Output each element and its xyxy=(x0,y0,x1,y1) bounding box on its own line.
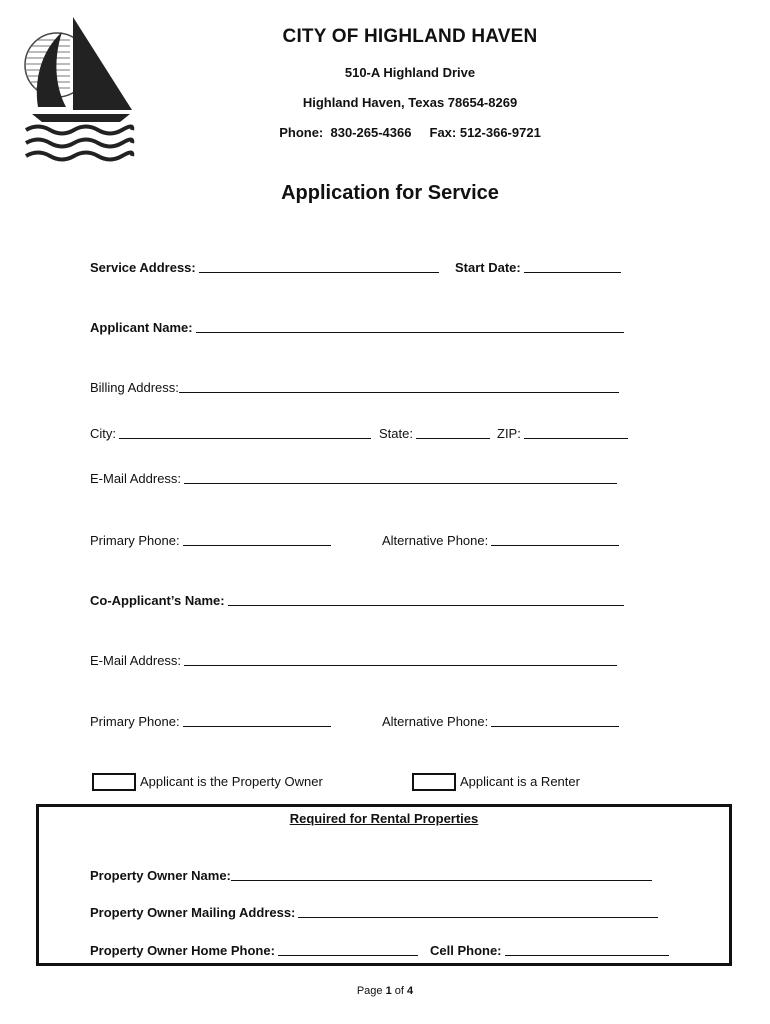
state-line[interactable] xyxy=(416,437,490,439)
city-line[interactable] xyxy=(119,437,371,439)
billing-address-field[interactable] xyxy=(90,380,619,395)
cell-phone-label: Cell Phone: xyxy=(430,943,502,958)
email-label: E-Mail Address: xyxy=(90,471,182,486)
state-field[interactable] xyxy=(379,426,490,441)
page-total: 4 xyxy=(407,985,414,997)
city-name: CITY OF HIGHLAND HAVEN xyxy=(282,26,538,47)
service-address-field[interactable] xyxy=(90,260,439,275)
alternative-phone-field[interactable] xyxy=(382,533,619,548)
page-word: Page xyxy=(356,985,383,997)
property-owner-mailing-field[interactable] xyxy=(90,905,658,920)
zip-label: ZIP: xyxy=(497,426,521,441)
property-owner-checkbox-label: Applicant is the Property Owner xyxy=(140,774,323,789)
cell-phone-field[interactable] xyxy=(430,943,669,958)
property-owner-home-phone-line[interactable] xyxy=(278,954,418,956)
start-date-label: Start Date: xyxy=(455,260,521,275)
service-address-line[interactable] xyxy=(199,271,439,273)
property-owner-name-line[interactable] xyxy=(231,879,652,881)
rental-section-heading: Required for Rental Properties xyxy=(289,811,479,826)
co-alternative-phone-label: Alternative Phone: xyxy=(382,714,489,729)
property-owner-name-field[interactable] xyxy=(90,868,652,883)
co-email-line[interactable] xyxy=(184,664,617,666)
zip-line[interactable] xyxy=(524,437,628,439)
renter-checkbox[interactable] xyxy=(412,773,456,791)
co-applicant-name-line[interactable] xyxy=(228,604,624,606)
property-owner-checkbox[interactable] xyxy=(92,773,136,791)
co-applicant-name-label: Co-Applicant’s Name: xyxy=(90,593,225,608)
renter-checkbox-label: Applicant is a Renter xyxy=(460,774,580,789)
co-primary-phone-line[interactable] xyxy=(183,725,331,727)
property-owner-home-phone-field[interactable] xyxy=(90,943,418,958)
billing-address-line[interactable] xyxy=(179,391,619,393)
primary-phone-label: Primary Phone: xyxy=(90,533,180,548)
email-field[interactable] xyxy=(90,471,617,486)
city-label: City: xyxy=(90,426,116,441)
alternative-phone-line[interactable] xyxy=(491,544,619,546)
co-alternative-phone-line[interactable] xyxy=(491,725,619,727)
street-address: 510-A Highland Drive xyxy=(344,65,476,80)
start-date-line[interactable] xyxy=(524,271,621,273)
state-label: State: xyxy=(379,426,413,441)
property-owner-name-label: Property Owner Name: xyxy=(90,868,231,883)
co-primary-phone-label: Primary Phone: xyxy=(90,714,180,729)
property-owner-mailing-line[interactable] xyxy=(298,916,658,918)
city-state-zip: Highland Haven, Texas 78654-8269 xyxy=(302,95,518,110)
city-logo-sailboat xyxy=(20,12,138,167)
email-line[interactable] xyxy=(184,482,617,484)
applicant-name-field[interactable] xyxy=(90,320,624,335)
phone-fax: Phone: 830-265-4366 Fax: 512-366-9721 xyxy=(279,125,541,140)
form-title: Application for Service xyxy=(281,182,499,204)
co-email-field[interactable] xyxy=(90,653,617,668)
co-alternative-phone-field[interactable] xyxy=(382,714,619,729)
applicant-name-line[interactable] xyxy=(196,331,624,333)
start-date-field[interactable] xyxy=(455,260,621,275)
city-field[interactable] xyxy=(90,426,371,441)
rental-properties-box xyxy=(36,804,732,966)
alternative-phone-label: Alternative Phone: xyxy=(382,533,489,548)
cell-phone-line[interactable] xyxy=(505,954,669,956)
page-indicator xyxy=(300,985,470,997)
page-number: 1 xyxy=(385,985,392,997)
primary-phone-field[interactable] xyxy=(90,533,331,548)
co-primary-phone-field[interactable] xyxy=(90,714,331,729)
billing-address-label: Billing Address: xyxy=(90,380,179,395)
co-email-label: E-Mail Address: xyxy=(90,653,182,668)
applicant-name-label: Applicant Name: xyxy=(90,320,193,335)
of-word: of xyxy=(394,985,404,997)
primary-phone-line[interactable] xyxy=(183,544,331,546)
property-owner-mailing-label: Property Owner Mailing Address: xyxy=(90,905,296,920)
co-applicant-name-field[interactable] xyxy=(90,593,624,608)
zip-field[interactable] xyxy=(497,426,628,441)
property-owner-home-phone-label: Property Owner Home Phone: xyxy=(90,943,275,958)
service-address-label: Service Address: xyxy=(90,260,196,275)
